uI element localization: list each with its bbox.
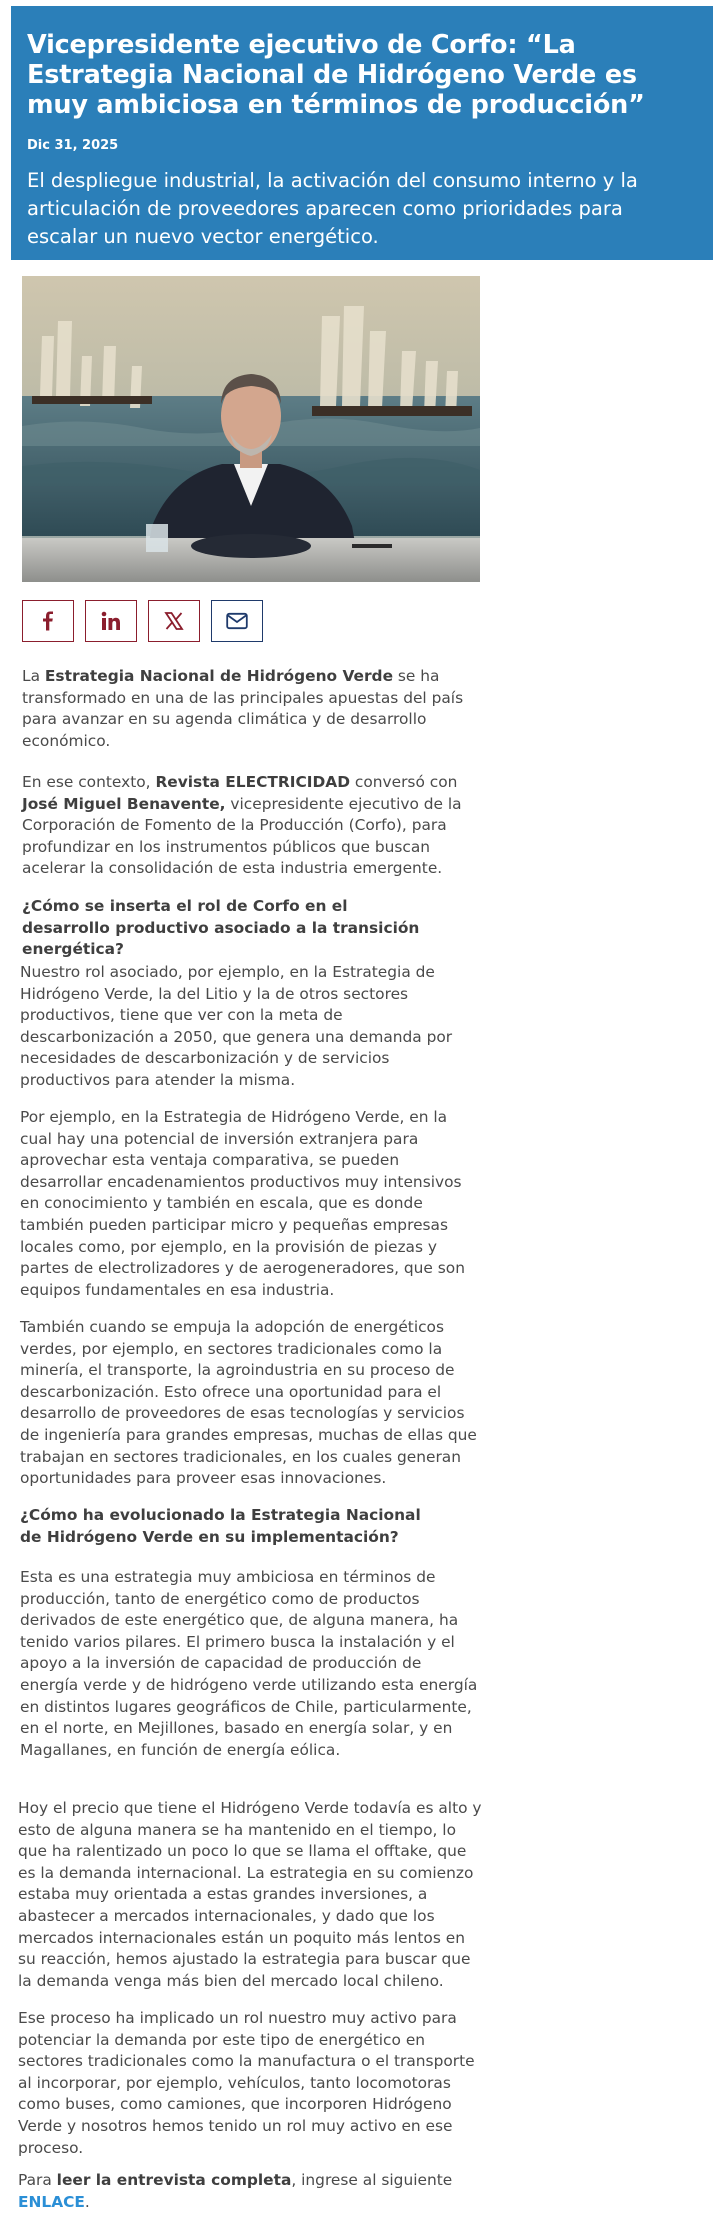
intro-text-start: La — [22, 667, 45, 685]
answer-paragraph-3: También cuando se empuja la adopción de energéticos verdes, por ejemplo, en sectores tradicionales como la minería, el transporte, la agroindustria en su proceso de descarbonización. Esto ofrece una oportunidad para el desarrollo de proveedores de esas tecnologías y servicios de ingeniería para grandes empresas, muchas de ellas que trabajan en sectores tradicionales, en los cuales generan oportunidades para proveer esas innovaciones. — [20, 1318, 477, 1488]
answer-paragraph-2: Por ejemplo, en la Estrategia de Hidrógeno Verde, en la cual hay una potencial de inversión extranjera para aprovechar esta ventaja comparativa, se pueden desarrollar encadenamientos productivos muy intensivos en conocimiento y también en escala, que es donde también pueden participar micro y pequeñas empresas locales como, por ejemplo, en la provisión de piezas y partes de electrolizadores y de aerogeneradores, que son equipos fundamentales en esa industria. — [20, 1108, 465, 1299]
closing-bold-text: leer la entrevista completa — [56, 2171, 292, 2189]
share-linkedin-button[interactable] — [85, 600, 137, 642]
answer-paragraph-1: Nuestro rol asociado, por ejemplo, en la Estrategia de Hidrógeno Verde, la del Litio y la de otros sectores productivos, tiene que ver con la meta de descarbonización a 2050, que genera una demanda por necesidades de descarbonización y de servicios productivos para atender la misma. — [20, 963, 453, 1089]
closing-text-end: , ingrese al siguiente — [291, 2171, 453, 2189]
article-lead: El despliegue industrial, la activación del consumo interno y la articulación de proveedores aparecen como prioridades para escalar un nuevo vector energético. — [27, 169, 638, 248]
interviewee-name: José Miguel Benavente, — [22, 794, 226, 813]
article-header — [11, 6, 713, 260]
article-date: Dic 31, 2025 — [27, 138, 119, 153]
article-photo — [22, 276, 480, 582]
x-twitter-icon — [164, 611, 184, 631]
intro-text-end: se ha transformado en una de las principales apuestas del país para avanzar en su agenda climática y de desarrollo económico. — [22, 667, 464, 750]
context-paragraph — [22, 772, 480, 880]
answer-paragraph-5: Hoy el precio que tiene el Hidrógeno Verde todavía es alto y esto de alguna manera se ha mantenido en el tiempo, lo que ha ralentizado un poco lo que se llama el offtake, que es la demanda internacional. La estrategia en su comienzo estaba muy orientada a estas grandes inversiones, a abastecer a mercados internacionales, y dado que los mercados internacionales están un poquito más lentos en su reacción, hemos ajustado la estrategia para buscar que la demanda venga más bien del mercado local chileno. — [18, 1799, 482, 1990]
full-interview-link[interactable]: ENLACE — [18, 2192, 85, 2211]
share-bar — [22, 600, 263, 642]
share-facebook-button[interactable] — [22, 600, 74, 642]
question-1: ¿Cómo se inserta el rol de Corfo en el desarrollo productivo asociado a la transición energética? — [22, 897, 420, 959]
context-text-mid: conversó con — [350, 773, 458, 791]
facebook-icon — [39, 611, 57, 631]
share-email-button[interactable] — [211, 600, 263, 642]
magazine-name: Revista ELECTRICIDAD — [155, 773, 350, 791]
context-text-end: vicepresidente ejecutivo de la Corporación de Fomento de la Producción (Corfo), para profundizar en los instrumentos públicos que buscan acelerar la consolidación de esta industria emergente. — [22, 794, 462, 878]
intro-paragraph — [22, 666, 480, 752]
context-text-start: En ese contexto, — [22, 773, 156, 791]
intro-strategy-name: Estrategia Nacional de Hidrógeno Verde — [44, 667, 394, 685]
article-title: Vicepresidente ejecutivo de Corfo: “La Estrategia Nacional de Hidrógeno Verde es muy ambiciosa en términos de producción” — [27, 30, 645, 120]
question-2: ¿Cómo ha evolucionado la Estrategia Nacional de Hidrógeno Verde en su implementación? — [20, 1506, 421, 1546]
answer-paragraph-4: Esta es una estrategia muy ambiciosa en términos de producción, tanto de energético como de productos derivados de este energético que, de alguna manera, ha tenido varios pilares. El primero busca la instalación y el apoyo a la inversión de capacidad de producción de energía verde y de hidrógeno verde utilizando esta energía en distintos lugares geográficos de Chile, particularmente, en el norte, en Mejillones, basado en energía solar, y en Magallanes, en función de energía eólica. — [20, 1568, 478, 1759]
closing-text-start: Para — [18, 2171, 57, 2189]
mail-icon — [226, 612, 248, 630]
linkedin-icon — [101, 611, 121, 631]
share-x-button[interactable] — [148, 600, 200, 642]
closing-paragraph — [18, 2170, 484, 2213]
closing-period: . — [84, 2192, 90, 2211]
answer-paragraph-6: Ese proceso ha implicado un rol nuestro muy activo para potenciar la demanda por este tipo de energético en sectores tradicionales como la manufactura o el transporte al incorporar, por ejemplo, vehículos, tanto locomotoras como buses, como camiones, que incorporen Hidrógeno Verde y nosotros hemos tenido un rol muy activo en ese proceso. — [18, 2009, 475, 2157]
interview-photo-illustration — [22, 276, 480, 582]
